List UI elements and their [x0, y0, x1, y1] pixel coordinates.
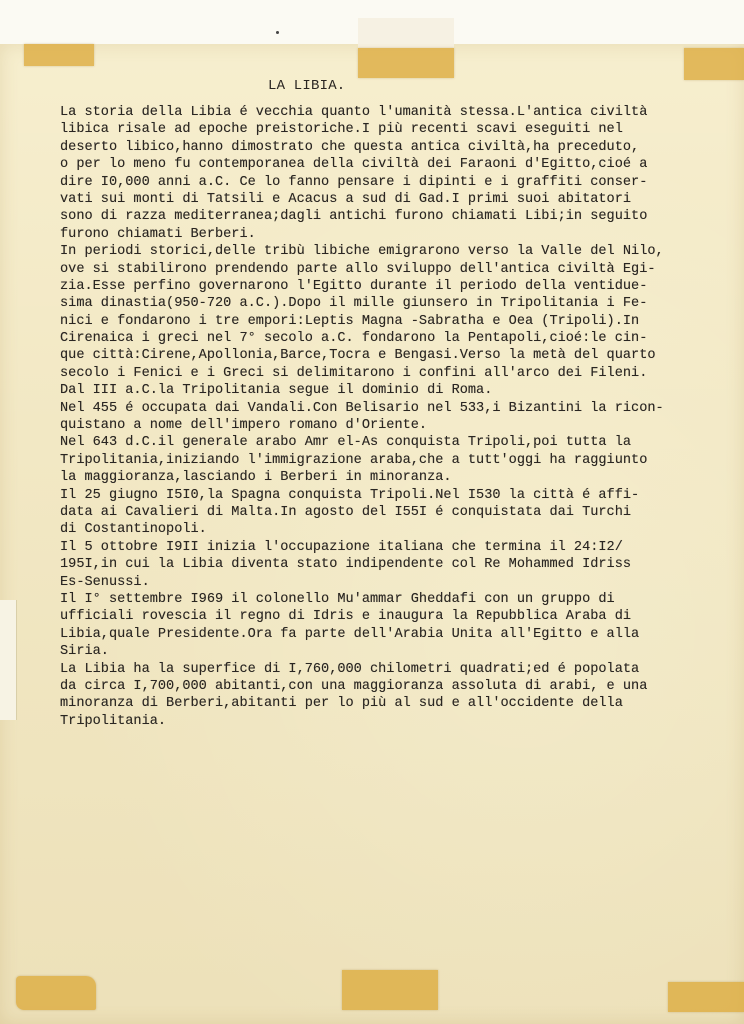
text-line: nici e fondarono i tre empori:Leptis Magna -Sabratha e Oea (Tripoli).In: [60, 313, 640, 329]
text-line: zia.Esse perfino governarono l'Egitto durante il periodo della ventidue-: [60, 278, 648, 294]
tape-bottom-center: [342, 970, 438, 1010]
text-line: que città:Cirene,Apollonia,Barce,Tocra e Bengasi.Verso la metà del quarto: [60, 348, 656, 364]
paper-edge-strip: [0, 600, 17, 720]
text-line: la maggioranza,lasciando i Berberi in minoranza.: [60, 470, 452, 486]
text-line: sono di razza mediterranea;dagli antichi furono chiamati Libi;in seguito: [60, 209, 648, 225]
text-line: vati sui monti di Tatsili e Acacus a sud di Gad.I primi suoi abitatori: [60, 191, 632, 207]
tape-bottom-right: [668, 982, 744, 1012]
text-line: di Costantinopoli.: [60, 522, 207, 538]
text-line: Nel 643 d.C.il generale arabo Amr el-As conquista Tripoli,poi tutta la: [60, 435, 632, 451]
text-line: Nel 455 é occupata dai Vandali.Con Belisario nel 533,i Bizantini la ricon-: [60, 400, 664, 416]
text-line: deserto libico,hanno dimostrato che questa antica civiltà,ha preceduto,: [60, 139, 640, 155]
text-line: Libia,quale Presidente.Ora fa parte dell'Arabia Unita all'Egitto e alla: [60, 626, 640, 642]
ink-dot: [276, 31, 279, 34]
text-line: dire I0,000 anni a.C. Ce lo fanno pensare i dipinti e i graffiti conser-: [60, 174, 648, 190]
text-line: data ai Cavalieri di Malta.In agosto del I55I é conquistata dai Turchi: [60, 504, 632, 520]
text-line: da circa I,700,000 abitanti,con una maggioranza assoluta di arabi, e una: [60, 678, 648, 694]
text-line: Tripolitania.: [60, 713, 167, 729]
text-line: ufficiali rovescia il regno di Idris e inaugura la Repubblica Araba di: [60, 609, 632, 625]
text-line: Dal III a.C.la Tripolitania segue il dominio di Roma.: [60, 383, 493, 399]
text-line: furono chiamati Berberi.: [60, 226, 256, 242]
document-title: LA LIBIA.: [268, 78, 346, 94]
text-line: Il I° settembre I969 il colonello Mu'ammar Gheddafi con un gruppo di: [60, 591, 615, 607]
tape-top-right: [684, 48, 744, 80]
text-line: In periodi storici,delle tribù libiche emigrarono verso la Valle del Nilo,: [60, 244, 664, 260]
tape-bottom-left: [16, 976, 96, 1010]
text-line: o per lo meno fu contemporanea della civiltà dei Faraoni d'Egitto,cioé a: [60, 157, 648, 173]
text-line: Es-Senussi.: [60, 574, 150, 590]
text-line: libica risale ad epoche preistoriche.I più recenti scavi eseguiti nel: [60, 122, 623, 138]
text-line: Tripolitania,iniziando l'immigrazione araba,che a tutt'oggi ha raggiunto: [60, 452, 648, 468]
text-line: Siria.: [60, 644, 109, 660]
text-line: quistano a nome dell'impero romano d'Oriente.: [60, 418, 428, 434]
text-line: Il 5 ottobre I9II inizia l'occupazione italiana che termina il 24:I2/: [60, 539, 623, 555]
tape-top-center: [358, 48, 454, 78]
text-line: ove si stabilirono prendendo parte allo sviluppo dell'antica civiltà Egi-: [60, 261, 656, 277]
text-line: secolo i Fenici e i Greci si delimitarono i confini all'arco dei Fileni.: [60, 365, 648, 381]
text-line: La storia della Libia é vecchia quanto l'umanità stessa.L'antica civiltà: [60, 105, 648, 120]
document-body: [60, 104, 720, 730]
text-line: minoranza di Berberi,abitanti per lo più al sud e all'occidente della: [60, 696, 623, 712]
tape-top-left: [24, 44, 94, 66]
text-line: 195I,in cui la Libia diventa stato indipendente col Re Mohammed Idriss: [60, 557, 632, 573]
text-line: La Libia ha la superfice di I,760,000 chilometri quadrati;ed é popolata: [60, 661, 640, 677]
text-line: sima dinastia(950-720 a.C.).Dopo il mille giunsero in Tripolitania i Fe-: [60, 296, 648, 312]
tape-top-center-overhang: [358, 18, 454, 48]
text-line: Il 25 giugno I5I0,la Spagna conquista Tripoli.Nel I530 la città é affi-: [60, 487, 640, 503]
text-line: Cirenaica i greci nel 7° secolo a.C. fondarono la Pentapoli,cioé:le cin-: [60, 331, 648, 347]
